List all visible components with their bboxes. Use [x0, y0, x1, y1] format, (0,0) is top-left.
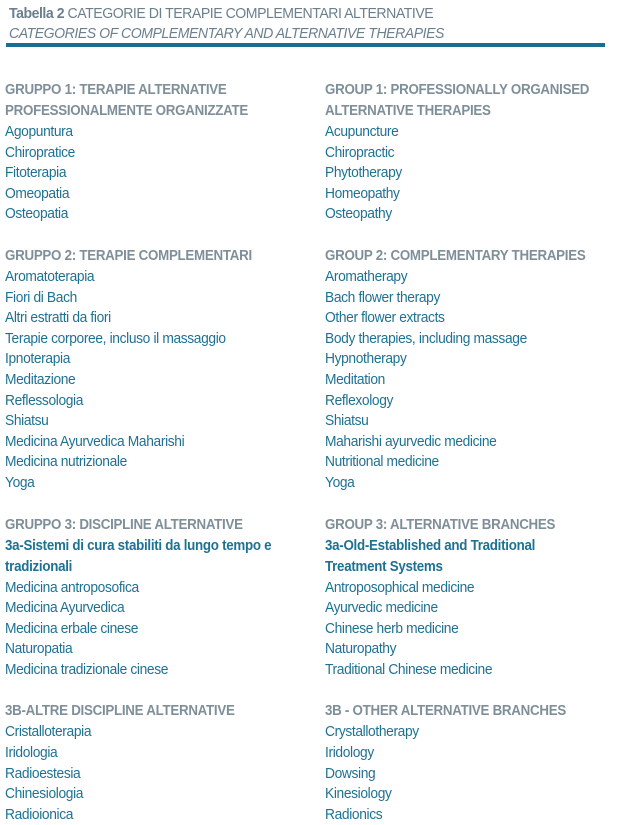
group-title: GROUP 3: ALTERNATIVE BRANCHES: [325, 516, 556, 533]
item-list: [5, 267, 305, 494]
group-3-en: [325, 515, 617, 681]
list-item: Radioionica: [5, 805, 74, 823]
caption-title-line: [9, 4, 569, 24]
list-item: Nutritional medicine: [325, 453, 439, 471]
table-title: CATEGORIE DI TERAPIE COMPLEMENTARI ALTERNATIVE: [67, 5, 434, 22]
list-item: Fiori di Bach: [5, 288, 77, 306]
list-item: Hypnotherapy: [325, 350, 407, 368]
list-item: Crystallotherapy: [325, 723, 419, 741]
list-item: Reflexology: [325, 391, 394, 409]
list-item: Naturopatia: [5, 640, 73, 658]
list-item: Cristalloterapia: [5, 723, 92, 741]
item-list: [5, 722, 305, 825]
table-subtitle: CATEGORIES OF COMPLEMENTARY AND ALTERNATIVE THERAPIES: [9, 25, 444, 42]
list-item: Other flower extracts: [325, 309, 445, 327]
list-item: Meditation: [325, 370, 386, 388]
list-item: Naturopathy: [325, 640, 397, 658]
list-item: Reflessologia: [5, 391, 84, 409]
list-item: Chinesiologia: [5, 785, 84, 803]
item-list: [325, 578, 617, 681]
header-rule: [6, 43, 605, 47]
list-item: Shiatsu: [5, 412, 49, 430]
group-1-it: [5, 80, 305, 225]
list-item: Yoga: [325, 473, 355, 491]
list-item: Chiropratice: [5, 143, 75, 161]
list-item: Chinese herb medicine: [325, 619, 459, 637]
italian-column: [5, 80, 305, 825]
group-3-it: [5, 515, 305, 681]
group-title: GRUPPO 3: DISCIPLINE ALTERNATIVE: [5, 516, 243, 533]
list-item: Aromatoterapia: [5, 267, 95, 285]
list-item: Traditional Chinese medicine: [325, 660, 493, 678]
list-item: Chiropractic: [325, 143, 395, 161]
subgroup-title: 3a-Sistemi di cura stabiliti da lungo tempo e tradizionali: [5, 537, 272, 575]
list-item: Osteopatia: [5, 205, 69, 223]
list-item: Medicina nutrizionale: [5, 453, 127, 471]
list-item: Iridologia: [5, 744, 58, 762]
group-title: GROUP 1: PROFESSIONALLY ORGANISED ALTERNATIVE THERAPIES: [325, 82, 590, 119]
list-item: Bach flower therapy: [325, 288, 440, 306]
list-item: Homeopathy: [325, 184, 400, 202]
item-list: [5, 578, 305, 681]
list-item: Medicina tradizionale cinese: [5, 660, 169, 678]
list-item: Aromatherapy: [325, 267, 408, 285]
table-caption: [9, 4, 605, 44]
list-item: Dowsing: [325, 764, 376, 782]
group-2-it: [5, 246, 305, 494]
list-item: Radionics: [325, 805, 383, 823]
item-list: [325, 122, 617, 225]
list-item: Altri estratti da fiori: [5, 309, 111, 327]
list-item: Phytotherapy: [325, 164, 402, 182]
list-item: Antroposophical medicine: [325, 578, 475, 596]
list-item: Medicina Ayurvedica Maharishi: [5, 432, 185, 450]
list-item: Radioestesia: [5, 764, 81, 782]
list-item: Meditazione: [5, 370, 76, 388]
list-item: Body therapies, including massage: [325, 329, 527, 347]
list-item: Maharishi ayurvedic medicine: [325, 432, 497, 450]
group-1-en: [325, 80, 617, 225]
group-title: GRUPPO 2: TERAPIE COMPLEMENTARI: [5, 247, 252, 264]
list-item: Medicina Ayurvedica: [5, 599, 125, 617]
item-list: [325, 267, 617, 494]
table-label: Tabella 2: [9, 5, 65, 22]
list-item: Ayurvedic medicine: [325, 599, 438, 617]
item-list: [5, 122, 305, 225]
list-item: Yoga: [5, 473, 35, 491]
group-title: 3B-ALTRE DISCIPLINE ALTERNATIVE: [5, 703, 235, 720]
list-item: Fitoterapia: [5, 164, 67, 182]
list-item: Omeopatia: [5, 184, 70, 202]
subgroup-title: 3a-Old-Established and Traditional Treatment Systems: [325, 537, 536, 575]
list-item: Shiatsu: [325, 412, 369, 430]
list-item: Agopuntura: [5, 123, 73, 140]
list-item: Medicina erbale cinese: [5, 619, 139, 637]
list-item: Medicina antroposofica: [5, 578, 139, 596]
list-item: Acupuncture: [325, 123, 399, 140]
group-title: 3B - OTHER ALTERNATIVE BRANCHES: [325, 703, 566, 720]
group-3b-en: [325, 701, 617, 825]
list-item: Terapie corporee, incluso il massaggio: [5, 329, 226, 347]
list-item: Kinesiology: [325, 785, 392, 803]
list-item: Osteopathy: [325, 205, 392, 223]
item-list: [325, 722, 617, 825]
group-3b-it: [5, 701, 305, 825]
list-item: Iridology: [325, 744, 374, 762]
english-column: [325, 80, 617, 825]
group-title: GRUPPO 1: TERAPIE ALTERNATIVE PROFESSIONALMENTE ORGANIZZATE: [5, 82, 248, 119]
group-2-en: [325, 246, 617, 494]
list-item: Ipnoterapia: [5, 350, 71, 368]
group-title: GROUP 2: COMPLEMENTARY THERAPIES: [325, 247, 586, 264]
